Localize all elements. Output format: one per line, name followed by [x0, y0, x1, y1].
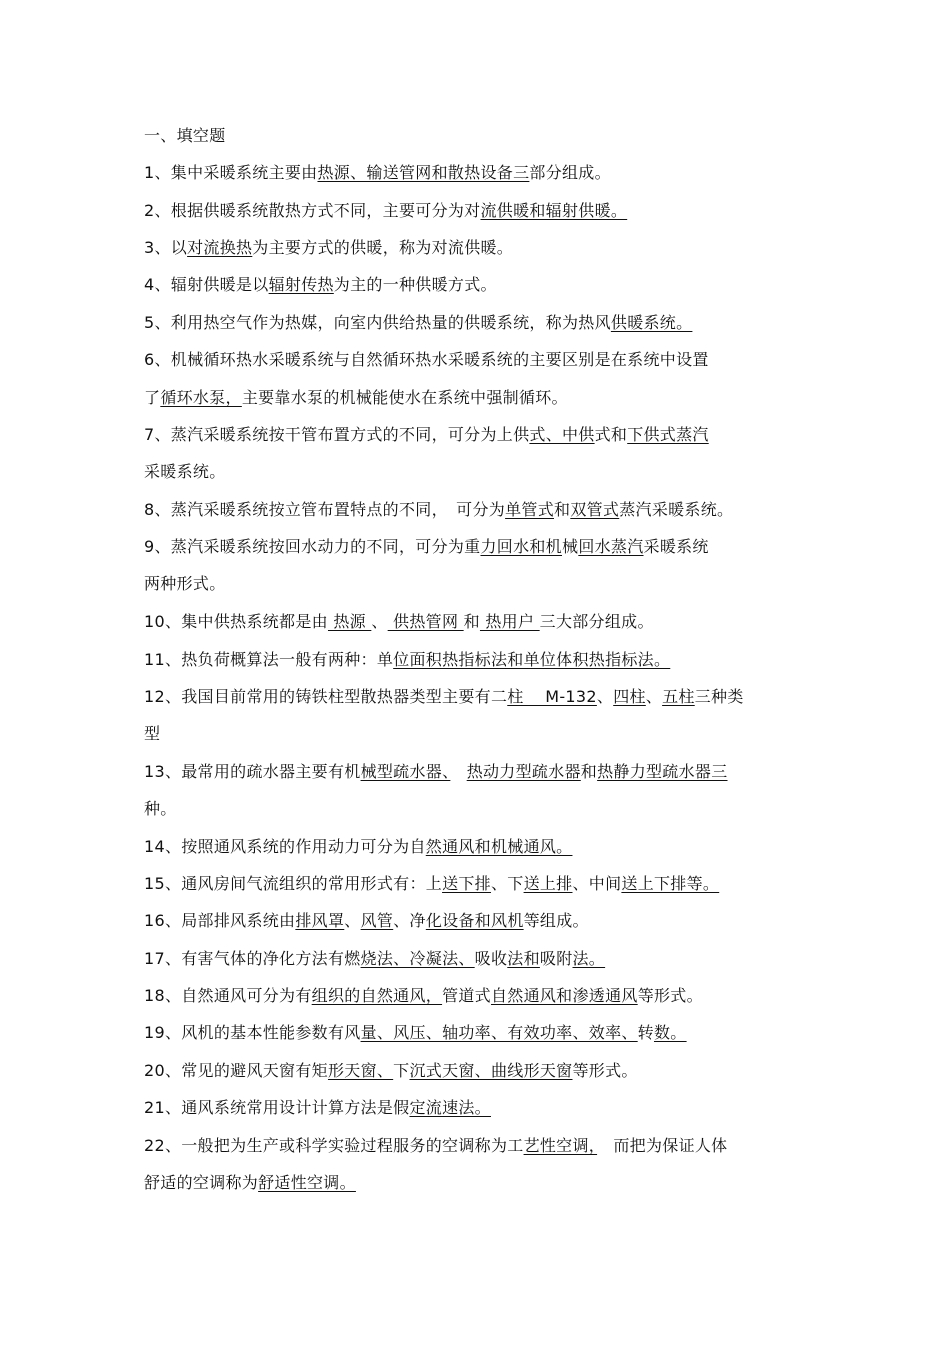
- text-segment: 15、通风房间气流组织的常用形式有：上: [144, 874, 443, 893]
- underlined-answer: 流供暖和辐射供暖。: [480, 201, 628, 220]
- underlined-answer: 化设备和风机: [425, 911, 524, 930]
- text-line: [144, 761, 728, 783]
- underlined-answer: 供暖系统。: [610, 313, 693, 332]
- underlined-answer: 热动力型疏水器: [466, 762, 581, 781]
- text-segment: 、中间: [572, 874, 622, 893]
- text-segment: 吸收: [474, 949, 508, 968]
- text-segment: 12、我国目前常用的铸铁柱型散热器类型主要有二: [144, 687, 508, 706]
- text-segment: 主要靠水泵的机械能使水在系统中强制循环。: [241, 388, 568, 407]
- underlined-answer: 定流速法。: [409, 1098, 491, 1117]
- underlined-answer: 械型疏水器、: [360, 762, 451, 781]
- text-segment: 20、常见的避风天窗有矩: [144, 1061, 328, 1080]
- text-line: [144, 873, 719, 895]
- text-segment: 2、根据供暖系统散热方式不同，主要可分为对: [144, 201, 481, 220]
- text-segment: 19、风机的基本性能参数有风: [144, 1023, 361, 1042]
- text-segment: 为主要方式的供暖，称为对流供暖。: [252, 238, 514, 257]
- text-segment: 22、一般把为生产或科学实验过程服务的空调称为工: [144, 1136, 524, 1155]
- text-segment: 式和: [594, 425, 628, 444]
- text-line: [144, 573, 226, 595]
- text-line: [144, 1172, 356, 1194]
- text-segment: 三大部分组成。: [539, 612, 654, 631]
- text-segment: [450, 762, 466, 781]
- text-segment: 等形式。: [572, 1061, 638, 1080]
- underlined-answer: 回水蒸汽: [578, 537, 644, 556]
- underlined-answer: 五柱: [662, 687, 695, 706]
- text-segment: 采暖系统。: [144, 462, 226, 481]
- underlined-answer: 双管式: [570, 500, 620, 519]
- text-line: [144, 499, 733, 521]
- text-segment: 为主的一种供暖方式。: [333, 275, 497, 294]
- text-line: [144, 836, 572, 858]
- text-line: [144, 200, 627, 222]
- underlined-answer: 量、风压、轴功率、有效功率、效率、: [360, 1023, 638, 1042]
- underlined-answer: 数。: [653, 1023, 687, 1042]
- text-segment: 7、蒸汽采暖系统按干管布置方式的不同，可分为上供: [144, 425, 530, 444]
- underlined-answer: 辐射传热: [268, 275, 334, 294]
- text-segment: 14、按照通风系统的作用动力可分为自: [144, 837, 426, 856]
- text-line: [144, 1022, 687, 1044]
- underlined-answer: 下供式蒸汽: [627, 425, 709, 444]
- text-segment: 16、局部排风系统由: [144, 911, 296, 930]
- text-line: [144, 237, 513, 259]
- underlined-answer: 送下排: [442, 874, 491, 893]
- text-segment: 蒸汽采暖系统。: [619, 500, 734, 519]
- text-segment: 而把为保证人体: [597, 1136, 728, 1155]
- text-line: [144, 162, 611, 184]
- text-segment: 1、集中采暖系统主要由: [144, 163, 318, 182]
- underlined-answer: 舒适性空调。: [258, 1173, 356, 1192]
- text-segment: 下: [393, 1061, 410, 1080]
- underlined-answer: 法。: [572, 949, 606, 968]
- text-segment: 17、有害气体的净化方法有燃: [144, 949, 361, 968]
- underlined-answer: 热源、输送管网和散热设备三: [317, 163, 530, 182]
- text-segment: 和: [580, 762, 598, 781]
- text-segment: 种。: [144, 799, 177, 818]
- text-line: [144, 910, 589, 932]
- text-line: [144, 948, 605, 970]
- text-line: [144, 1135, 727, 1157]
- text-segment: 4、辐射供暖是以: [144, 275, 269, 294]
- text-segment: 、下: [490, 874, 524, 893]
- underlined-answer: 形天窗、: [327, 1061, 394, 1080]
- underlined-answer: 送上排: [523, 874, 573, 893]
- underlined-answer: 对流换热: [187, 238, 253, 257]
- text-segment: 11、热负荷概算法一般有两种：单: [144, 650, 394, 669]
- text-segment: 部分组成。: [529, 163, 611, 182]
- underlined-answer: 热用户: [479, 612, 540, 631]
- text-segment: 和: [463, 612, 480, 631]
- text-line: [144, 723, 160, 745]
- underlined-answer: 热静力型疏水器三: [597, 762, 728, 781]
- text-line: [144, 1097, 491, 1119]
- text-segment: 吸附: [539, 949, 573, 968]
- text-segment: 18、自然通风可分为有: [144, 986, 312, 1005]
- text-line: [144, 686, 744, 708]
- text-segment: 等组成。: [523, 911, 589, 930]
- underlined-answer: 自然通风和渗透通风: [490, 986, 638, 1005]
- text-line: [144, 461, 226, 483]
- text-line: [144, 649, 670, 671]
- underlined-answer: 送上下排等。: [621, 874, 720, 893]
- underlined-answer: 式、中供: [529, 425, 595, 444]
- underlined-answer: 排风罩: [295, 911, 345, 930]
- underlined-answer: 热源: [327, 612, 372, 631]
- text-segment: 3、以: [144, 238, 188, 257]
- text-segment: 、净: [393, 911, 426, 930]
- text-segment: 6、机械循环热水采暖系统与自然循环热水采暖系统的主要区别是在系统中设置: [144, 350, 709, 369]
- text-line: [144, 536, 709, 558]
- underlined-answer: 烧法、冷凝法、: [360, 949, 475, 968]
- text-segment: 21、通风系统常用设计计算方法是假: [144, 1098, 410, 1117]
- underlined-answer: 沉式天窗、曲线形天窗: [409, 1061, 573, 1080]
- text-segment: 了: [144, 388, 161, 407]
- section-title: 一、填空题: [144, 126, 226, 145]
- text-segment: 13、最常用的疏水器主要有机: [144, 762, 361, 781]
- underlined-answer: 位面积热指标法和单位体积热指标法。: [393, 650, 671, 669]
- text-line: [144, 424, 709, 446]
- text-segment: 等形式。: [637, 986, 703, 1005]
- underlined-answer: 法和: [507, 949, 540, 968]
- underlined-answer: 四柱: [613, 687, 646, 706]
- text-line: [144, 312, 692, 334]
- text-segment: 、: [596, 687, 614, 706]
- text-segment: 两种形式。: [144, 574, 226, 593]
- text-segment: 管道式: [442, 986, 491, 1005]
- text-segment: 械: [562, 537, 579, 556]
- text-segment: 8、蒸汽采暖系统按立管布置特点的不同， 可分为: [144, 500, 506, 519]
- text-line: [144, 798, 177, 820]
- text-segment: 舒适的空调称为: [144, 1173, 259, 1192]
- underlined-answer: 力回水和机: [480, 537, 562, 556]
- text-segment: 、: [645, 687, 663, 706]
- text-line: [144, 1060, 638, 1082]
- text-segment: 型: [144, 724, 161, 743]
- text-line: [144, 274, 497, 296]
- text-line: [144, 611, 654, 633]
- underlined-answer: 组织的自然通风，: [311, 986, 443, 1005]
- underlined-answer: 单管式: [505, 500, 554, 519]
- text-segment: 三种类: [694, 687, 744, 706]
- text-segment: 、: [344, 911, 361, 930]
- text-segment: 和: [554, 500, 571, 519]
- underlined-answer: 艺性空调，: [523, 1136, 598, 1155]
- text-segment: 采暖系统: [643, 537, 709, 556]
- text-segment: 、: [371, 612, 388, 631]
- underlined-answer: 供热管网: [387, 612, 464, 631]
- text-segment: 9、蒸汽采暖系统按回水动力的不同，可分为重: [144, 537, 481, 556]
- text-line: [144, 387, 568, 409]
- text-line: [144, 985, 703, 1007]
- underlined-answer: 循环水泵，: [160, 388, 242, 407]
- text-segment: 10、集中供热系统都是由: [144, 612, 328, 631]
- underlined-answer: 柱 M-132: [507, 687, 597, 706]
- text-segment: 转: [637, 1023, 654, 1042]
- underlined-answer: 风管: [360, 911, 394, 930]
- underlined-answer: 然通风和机械通风。: [425, 837, 573, 856]
- text-segment: 5、利用热空气作为热媒，向室内供给热量的供暖系统，称为热风: [144, 313, 611, 332]
- text-line: [144, 349, 709, 371]
